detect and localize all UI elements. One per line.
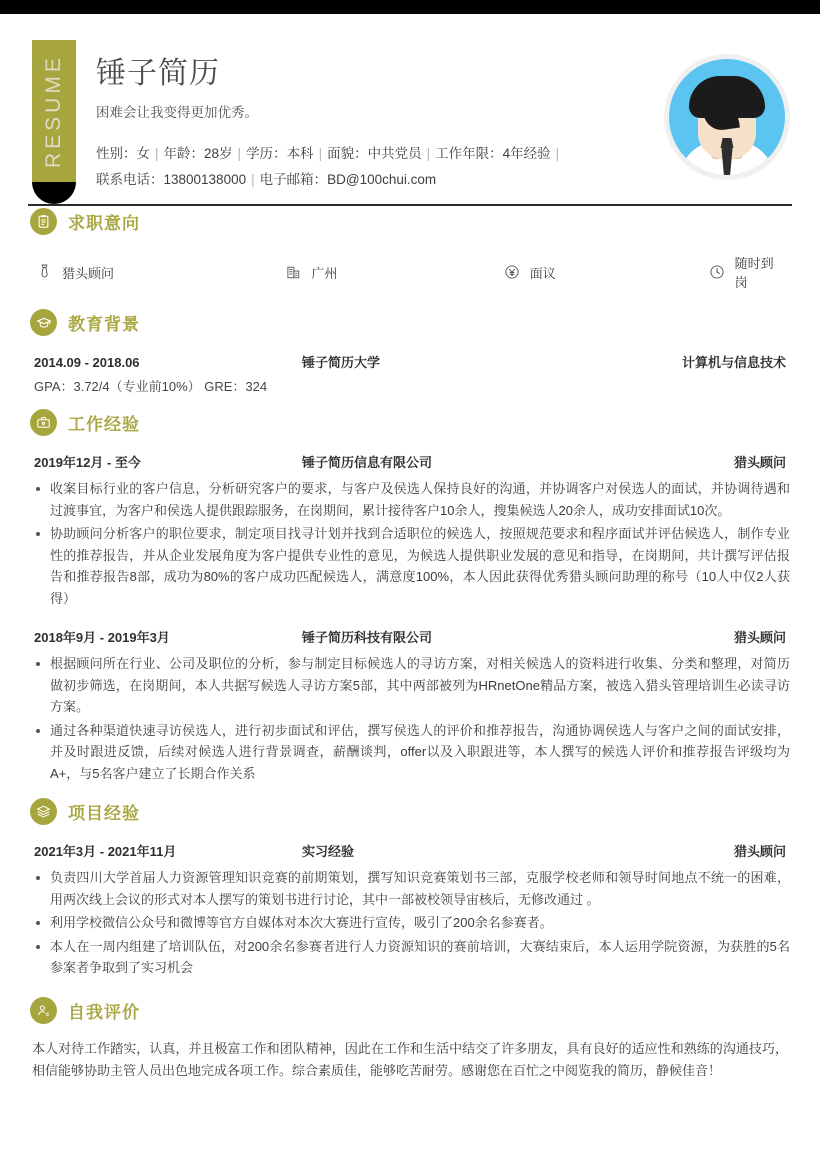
meta-line-2: 联系电话：13800138000 | 电子邮箱：BD@100chui.com xyxy=(96,172,437,187)
meta-political-value: 中共党员 xyxy=(367,146,422,161)
work-company: 锤子简历科技有限公司 xyxy=(302,630,433,645)
meta-degree-value: 本科 xyxy=(286,146,314,161)
section-title: 求职意向 xyxy=(68,214,140,233)
entry-header xyxy=(30,348,790,373)
section-header xyxy=(30,208,790,235)
section-education xyxy=(30,309,790,395)
education-school: 锤子简历大学 xyxy=(302,355,381,370)
meta-phone-value: 13800138000 xyxy=(163,172,247,187)
intent-position-text: 猎头顾问 xyxy=(62,265,115,281)
meta-email-label: 电子邮箱 xyxy=(259,172,314,187)
clock-icon xyxy=(709,264,726,281)
entry-header xyxy=(30,837,790,862)
meta-divider: | xyxy=(155,146,159,161)
meta-gender-label: 性别 xyxy=(96,146,123,161)
resume-side-tab xyxy=(32,40,76,182)
work-entry xyxy=(30,623,790,784)
meta-years-value: 4年经验 xyxy=(502,146,551,161)
meta-line-1: 性别：女 | 年龄：28岁 | 学历：本科 | 面貌：中共党员 | 工作年限：4年经验 | xyxy=(96,141,564,167)
briefcase-icon xyxy=(30,409,57,436)
meta-age-label: 年龄 xyxy=(163,146,191,161)
education-entry xyxy=(30,348,790,395)
section-header xyxy=(30,309,790,336)
list-item: 根据顾问所在行业、公司及职位的分析，参与制定目标候选人的寻访方案，对相关候选人的资料进行收集、分类和整理，对简历做初步筛选，在岗期间，本人共据写候选人寻访方案5部，其中两部被列为HRnetOne精品方案，被选入猎头管理培训生必读寻访方案。 xyxy=(30,653,790,718)
list-item: 本人在一周内组建了培训队伍，对200余名参赛者进行人力资源知识的赛前培训，大赛结束后，本人运用学院资源，为获胜的5名参案者争取到了实习机会 xyxy=(30,936,790,979)
meta-political-label: 面貌 xyxy=(327,146,355,161)
project-bullets xyxy=(30,867,790,979)
work-role: 猎头顾问 xyxy=(733,630,786,645)
project-role: 猎头顾问 xyxy=(733,844,786,859)
list-item: 负责四川大学首届人力资源管理知识竞赛的前期策划，撰写知识竞赛策划书三部，克服学校老师和领导时间地点不统一的困难，用两次线上会议的形式对本人摆写的策划书进行讨论，其中一部被校领导宙核后，无修改通过 。 xyxy=(30,867,790,910)
user-check-icon xyxy=(30,997,57,1024)
section-job-intent xyxy=(30,208,790,295)
section-title: 自我评价 xyxy=(68,1002,140,1022)
work-company: 锤子简历信息有限公司 xyxy=(302,455,433,470)
entry-header xyxy=(30,623,790,648)
education-major: 计算机与信息技术 xyxy=(681,355,786,370)
yen-icon xyxy=(504,264,521,281)
meta-divider: | xyxy=(237,146,242,161)
meta-degree-label: 学历 xyxy=(246,146,274,161)
work-bullets xyxy=(30,478,790,609)
section-header xyxy=(30,997,790,1024)
section-title: 教育背景 xyxy=(68,315,140,334)
graduation-cap-icon xyxy=(30,309,57,336)
section-title: 项目经验 xyxy=(68,804,140,823)
work-role: 猎头顾问 xyxy=(733,455,786,470)
job-intent-row xyxy=(30,247,790,295)
list-item: 通过各种渠道快速寻访侯选人，进行初步面试和评估，撰写侯选人的评价和推荐报告，沟通协调侯选人与客户之间的面试安排，并及时跟进反馈，后续对候选人进行背景调查，薪酬谈判，offer以及入职跟进等，本人撰写的候选人评价和推荐报告评级均为A+，与5名客户建立了长期合作关系 xyxy=(30,720,790,785)
resume-body xyxy=(0,208,820,1082)
education-date: 2014.09 - 2018.06 xyxy=(34,355,140,370)
personal-motto: 困难会让我变得更加优秀。 xyxy=(96,105,258,120)
page-title: 锤子简历 xyxy=(96,57,220,90)
resume-side-label: RESUME xyxy=(42,54,65,168)
work-date: 2018年9月 - 2019年3月 xyxy=(34,630,170,645)
avatar-illustration xyxy=(669,59,785,175)
personal-meta xyxy=(96,141,564,193)
list-item: 利用学校微信公众号和微博等官方自媒体对本次大赛进行宣传，吸引了200余名参赛者。 xyxy=(30,912,790,934)
project-name: 实习经验 xyxy=(302,844,355,859)
intent-availability-text: 随时到岗 xyxy=(734,256,774,290)
meta-divider: | xyxy=(555,146,560,161)
tab-bottom-cap xyxy=(32,182,76,204)
education-scores: GPA：3.72/4（专业前10%） GRE：324 xyxy=(34,379,268,394)
meta-years-label: 工作年限 xyxy=(435,146,490,161)
section-header xyxy=(30,409,790,436)
project-entry xyxy=(30,837,790,979)
work-entry xyxy=(30,448,790,609)
intent-city xyxy=(285,263,503,282)
header-divider xyxy=(28,204,792,206)
section-header xyxy=(30,798,790,825)
avatar-hair xyxy=(689,76,765,118)
list-item: 协助顾问分析客户的职位要求，制定项目找寻计划并找到合适职位的候选人，按照规范要求和程序面试并评估候选人，制作专业性的推荐报告，并从企业发展角度为客户提供专业性的意见，为候选人提供职业发展的意见和指导，在岗期间，共计撰写评估报告和推荐报告8部，成功为80%的客户成功匹配候选人，满意度100%，本人因此获得优秀猎头顾问助理的称号（10人中仅2人获得） xyxy=(30,523,790,609)
meta-divider: | xyxy=(426,146,431,161)
entry-header xyxy=(30,448,790,473)
clipboard-icon xyxy=(30,208,57,235)
tie-icon xyxy=(36,264,53,281)
layers-icon xyxy=(30,798,57,825)
section-title: 工作经验 xyxy=(68,415,140,434)
meta-gender-value: 女 xyxy=(136,146,150,161)
meta-phone-label: 联系电话 xyxy=(96,172,150,187)
top-black-bar xyxy=(0,0,820,14)
list-item: 收案目标行业的客户信息，分析研究客户的要求，与客户及侯选人保持良好的沟通，并协调客户对侯选人的面试，并协调待遇和过渡事宜，为客户和侯选人提供跟踪服务，在岗期间，累计接待客户10余人，搜集候选人20余人，成功安排面试10次。 xyxy=(30,478,790,521)
intent-city-text: 广州 xyxy=(311,265,338,281)
work-bullets xyxy=(30,653,790,784)
meta-divider: | xyxy=(318,146,323,161)
intent-position xyxy=(36,263,285,282)
building-icon xyxy=(285,264,302,281)
meta-divider: | xyxy=(251,172,255,187)
section-work-experience xyxy=(30,409,790,784)
meta-age-value: 28岁 xyxy=(204,146,233,161)
project-date: 2021年3月 - 2021年11月 xyxy=(34,844,177,859)
section-self-evaluation xyxy=(30,997,790,1082)
intent-salary xyxy=(504,263,709,282)
meta-email-value: BD@100chui.com xyxy=(327,172,437,187)
intent-availability xyxy=(709,253,784,291)
self-evaluation-text: 本人对待工作踏实，认真，并且极富工作和团队精神，因此在工作和生活中结交了许多朋友，具有良好的适应性和熟练的沟通技巧，相信能够协助主管人员出色地完成各项工作。综合素质佳，能够吃苦耐劳。感谢您在百忙之中阅览我的简历，静候佳音！ xyxy=(32,1040,788,1078)
resume-header xyxy=(0,14,820,194)
header-text-block xyxy=(96,48,564,193)
avatar xyxy=(664,54,790,180)
section-project-experience xyxy=(30,798,790,979)
work-date: 2019年12月 - 至今 xyxy=(34,455,141,470)
intent-salary-text: 面议 xyxy=(529,265,556,281)
